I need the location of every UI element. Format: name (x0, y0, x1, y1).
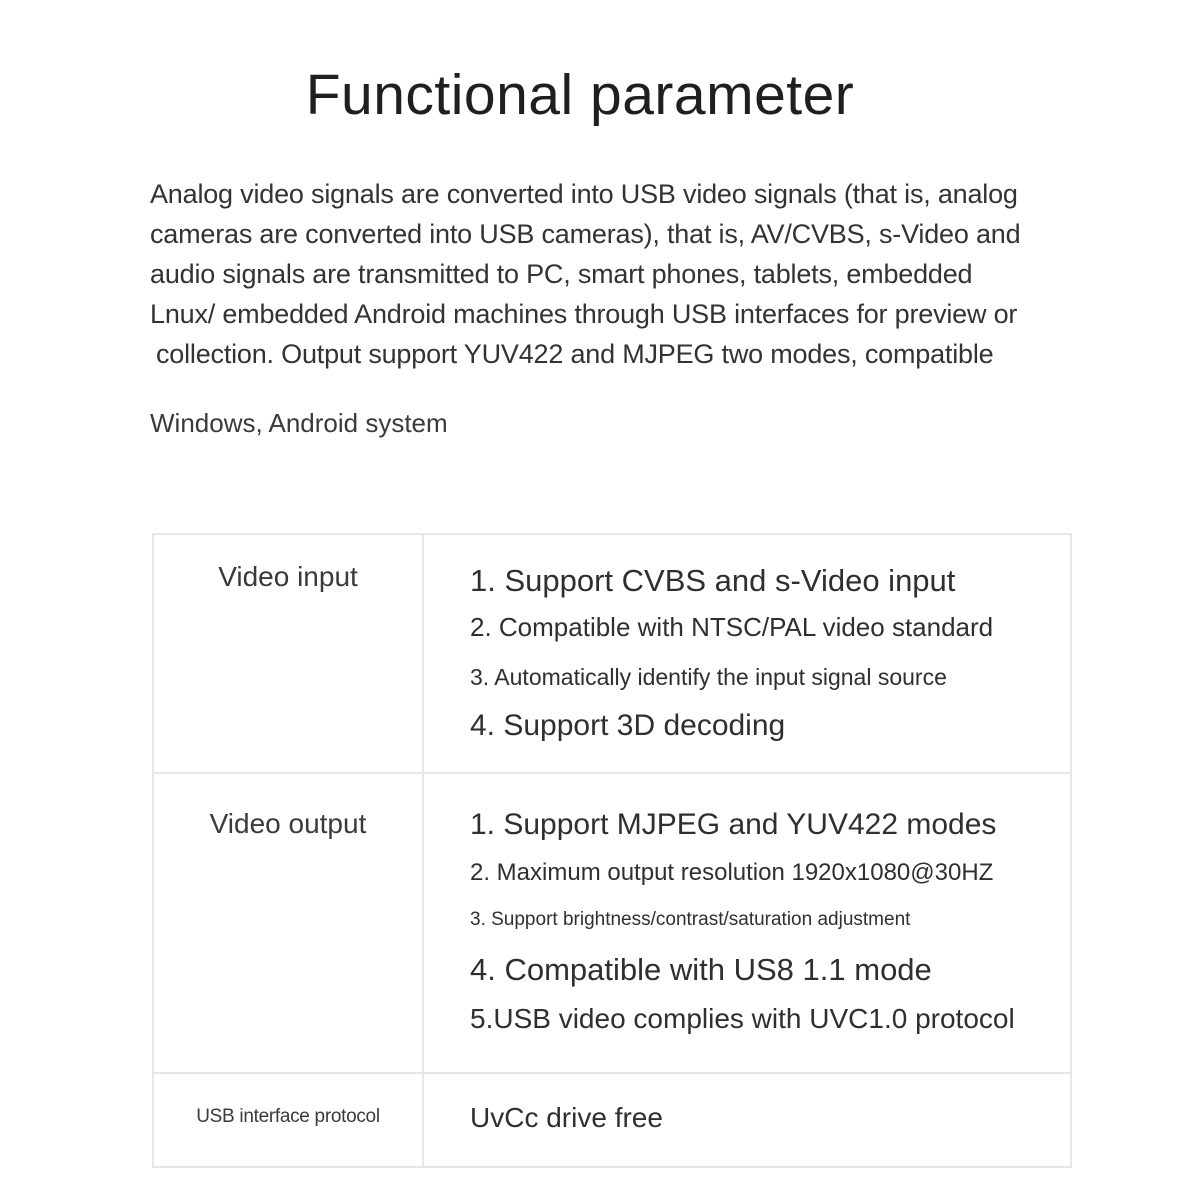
intro-line: cameras are converted into USB cameras), that is, AV/CVBS, s-Video and (150, 219, 1021, 249)
spec-item: 4. Compatible with US8 1.1 mode (470, 952, 932, 987)
row-label-video-output: Video output (154, 774, 424, 1072)
spec-item: 3. Automatically identify the input signal source (470, 664, 947, 690)
spec-item: 1. Support CVBS and s-Video input (470, 563, 956, 598)
intro-line: audio signals are transmitted to PC, smart phones, tablets, embedded (150, 259, 973, 289)
spec-item: 2. Maximum output resolution 1920x1080@30HZ (470, 859, 994, 886)
spec-item: 4. Support 3D decoding (470, 709, 786, 742)
intro-line: Lnux/ embedded Android machines through USB interfaces for preview or (150, 299, 1018, 329)
spec-table (152, 533, 1072, 1168)
spec-item: 3. Support brightness/contrast/saturation adjustment (470, 909, 911, 930)
table-row-usb-protocol (154, 1072, 1070, 1166)
intro-line: Analog video signals are converted into USB video signals (that is, analog (150, 179, 1018, 209)
spec-item: 1. Support MJPEG and YUV422 modes (470, 808, 997, 841)
table-row-video-input (154, 535, 1070, 772)
intro-tail: Windows, Android system (150, 408, 448, 438)
spec-item: 2. Compatible with NTSC/PAL video standard (470, 612, 994, 642)
intro-line: collection. Output support YUV422 and MJPEG two modes, compatible (156, 339, 994, 369)
intro-paragraph (150, 174, 1090, 374)
spec-item: 5.USB video complies with UVC1.0 protocol (470, 1003, 1015, 1034)
spec-item: UvCc drive free (470, 1102, 663, 1133)
table-row-video-output (154, 772, 1070, 1072)
row-content-video-output (424, 774, 1070, 1072)
row-label-video-input: Video input (154, 535, 424, 772)
page-title: Functional parameter (305, 63, 855, 127)
row-content-usb-protocol (424, 1074, 1070, 1166)
row-content-video-input (424, 535, 1070, 772)
row-label-usb-protocol: USB interface protocol (154, 1074, 424, 1166)
